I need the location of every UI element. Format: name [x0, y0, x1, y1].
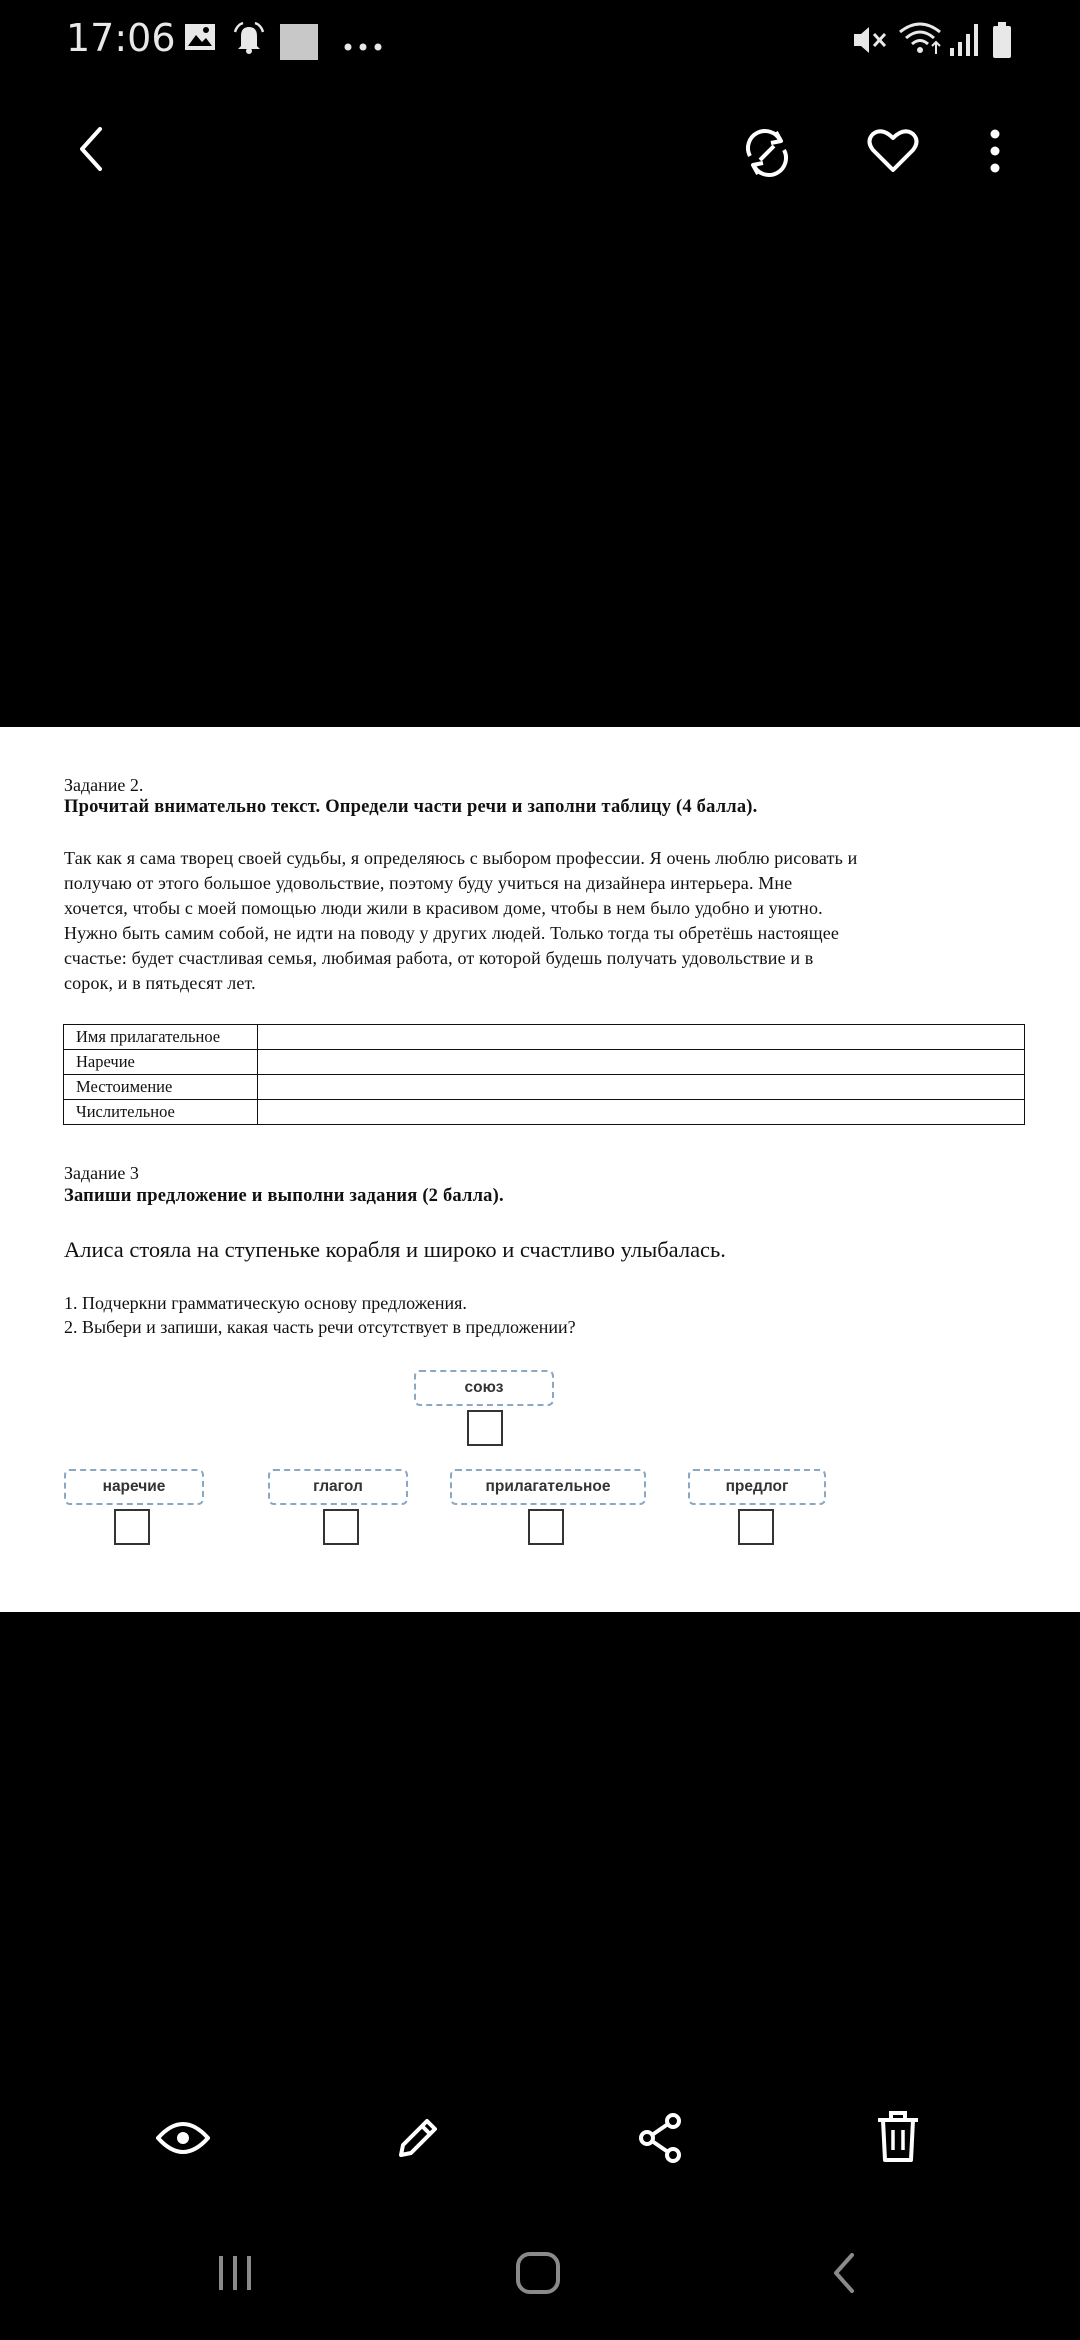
document-image[interactable]: [0, 727, 1080, 1612]
delete-button[interactable]: [870, 2108, 926, 2170]
option-checkbox: [323, 1509, 359, 1545]
table-row-label: Числительное: [64, 1100, 258, 1125]
wifi-icon: [898, 20, 942, 61]
option-verb: глагол: [268, 1469, 408, 1505]
option-adverb: наречие: [64, 1469, 204, 1505]
remaster-button[interactable]: [736, 124, 798, 186]
option-checkbox: [528, 1509, 564, 1545]
table-row-label: Имя прилагательное: [64, 1025, 258, 1050]
option-checkbox: [467, 1410, 503, 1446]
option-preposition: предлог: [688, 1469, 826, 1505]
back-arrow-icon: [76, 125, 106, 178]
task3-heading: Запиши предложение и выполни задания (2 балла).: [64, 1186, 504, 1206]
home-button[interactable]: [512, 2250, 564, 2300]
square-icon: [280, 24, 318, 65]
alarm-icon: [232, 22, 266, 59]
remaster-icon: [740, 126, 794, 185]
paragraph-line: получаю от этого большое удовольствие, поэтому буду учиться на дизайнера интерьера. Мне: [64, 873, 793, 893]
table-row-answer: [258, 1075, 1025, 1100]
paragraph-line: счастье: будет счастливая семья, любимая работа, от которой будешь получать удовольствие и в: [64, 948, 814, 968]
pencil-icon: [395, 2115, 441, 2166]
option-adjective: прилагательное: [450, 1469, 646, 1505]
option-checkbox: [738, 1509, 774, 1545]
paragraph-line: Нужно быть самим собой, не идти на поводу у других людей. Только тогда ты обретёшь настоящее: [64, 923, 840, 943]
back-icon: [832, 2251, 856, 2300]
favorite-button[interactable]: [862, 122, 924, 184]
home-icon: [515, 2251, 561, 2300]
task3-label: Задание 3: [64, 1163, 139, 1183]
heart-icon: [867, 128, 919, 179]
mute-icon: [852, 24, 888, 61]
table-row-label: Местоимение: [64, 1075, 258, 1100]
paragraph-line: сорок, и в пятьдесят лет.: [64, 973, 256, 993]
table-row: [64, 1025, 1025, 1050]
parts-of-speech-table: [63, 1024, 1025, 1125]
table-row: [64, 1075, 1025, 1100]
table-row-answer: [258, 1050, 1025, 1075]
table-row-answer: [258, 1025, 1025, 1050]
task3-sentence: Алиса стояла на ступеньке корабля и широко и счастливо улыбалась.: [64, 1237, 726, 1262]
table-row: [64, 1100, 1025, 1125]
edit-button[interactable]: [390, 2110, 446, 2170]
signal-icon: [950, 22, 980, 61]
recent-apps-button[interactable]: [210, 2252, 260, 2298]
status-bar: [0, 0, 1080, 90]
image-icon: [184, 22, 216, 57]
table-row-label: Наречие: [64, 1050, 258, 1075]
recent-apps-icon: [215, 2254, 255, 2297]
task3-question: 1. Подчеркни грамматическую основу предложения.: [64, 1293, 467, 1313]
more-options-button[interactable]: [980, 122, 1010, 184]
table-row: [64, 1050, 1025, 1075]
eye-icon: [156, 2120, 210, 2161]
table-row-answer: [258, 1100, 1025, 1125]
status-time: 17:06: [66, 16, 176, 60]
option-checkbox: [114, 1509, 150, 1545]
nav-back-button[interactable]: [824, 2250, 864, 2300]
paragraph-line: хочется, чтобы с моей помощью люди жили в красивом доме, чтобы в нем было удобно и уютно.: [64, 898, 823, 918]
share-button[interactable]: [632, 2110, 688, 2170]
trash-icon: [876, 2110, 920, 2169]
details-button[interactable]: [150, 2112, 216, 2168]
task3-question: 2. Выбери и запиши, какая часть речи отсутствует в предложении?: [64, 1317, 576, 1337]
task2-label: Задание 2.: [64, 775, 144, 795]
battery-icon: [992, 22, 1012, 63]
option-conjunction: союз: [414, 1370, 554, 1406]
task2-heading: Прочитай внимательно текст. Определи части речи и заполни таблицу (4 балла).: [64, 797, 758, 817]
share-icon: [637, 2113, 683, 2168]
back-button[interactable]: [60, 120, 122, 182]
paragraph-line: Так как я сама творец своей судьбы, я определяюсь с выбором профессии. Я очень люблю рисовать и: [64, 848, 858, 868]
more-dots-icon: [344, 38, 384, 56]
more-vertical-icon: [990, 129, 1000, 178]
